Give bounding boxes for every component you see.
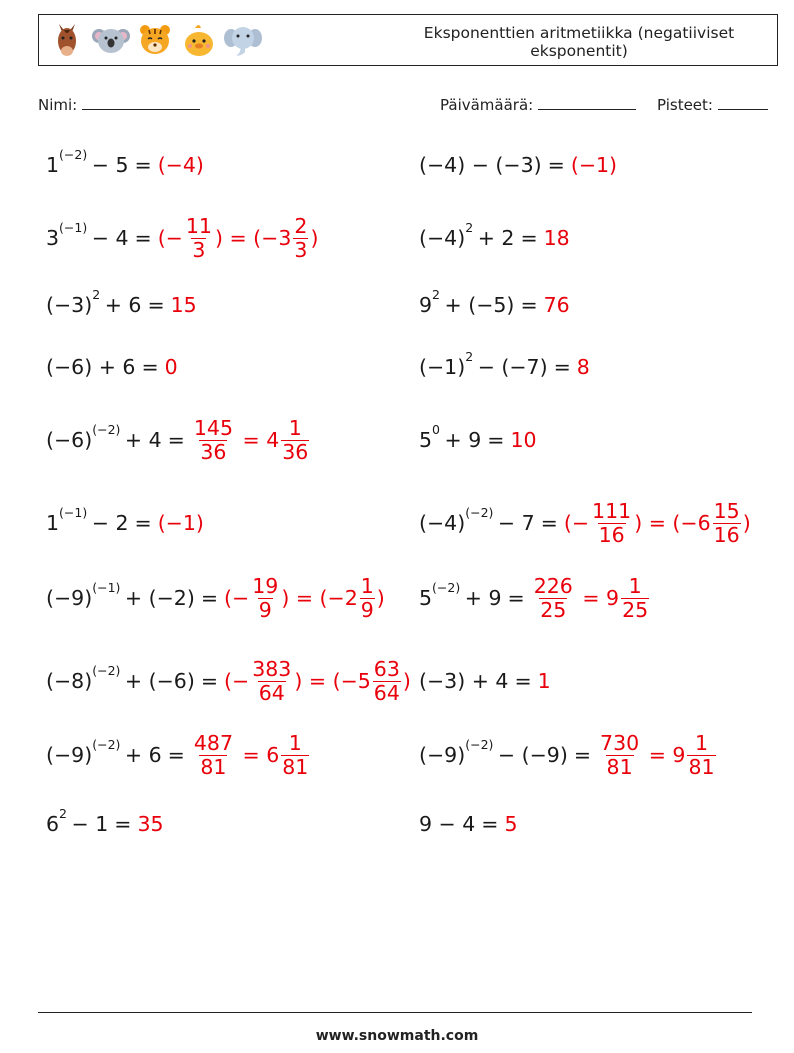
expression-base: (−8) bbox=[46, 669, 93, 693]
problem-9 bbox=[46, 410, 311, 470]
expression-base: (−3) bbox=[46, 293, 93, 317]
date-field[interactable] bbox=[440, 95, 636, 114]
equals-sign: = bbox=[481, 812, 499, 836]
date-blank[interactable] bbox=[538, 95, 636, 110]
answer-text: (−4) bbox=[157, 153, 204, 177]
answer-text: ) bbox=[742, 511, 751, 535]
expression-base: (−6) + 6 bbox=[46, 355, 136, 379]
date-label: Päivämäärä: bbox=[440, 96, 534, 114]
expression-rest: − 1 bbox=[65, 812, 109, 836]
answer bbox=[538, 669, 551, 693]
problem-expression: 5 $^0$ + 9 bbox=[419, 422, 482, 452]
equals-sign: = bbox=[134, 511, 152, 535]
equals-sign: = bbox=[114, 812, 132, 836]
equals-sign: = bbox=[520, 293, 538, 317]
expression-rest: − (−9) bbox=[491, 743, 568, 767]
answer-fraction bbox=[193, 732, 234, 779]
answer bbox=[191, 732, 312, 779]
numerator: 1 bbox=[288, 415, 302, 440]
problem-expression: (−3) $^2$ + 6 bbox=[46, 287, 142, 317]
problem-7 bbox=[46, 337, 178, 397]
answer-fraction bbox=[185, 215, 213, 262]
answer bbox=[224, 575, 385, 622]
equals-sign: = bbox=[540, 511, 558, 535]
answer-fraction bbox=[281, 732, 309, 779]
numerator: 1 bbox=[288, 730, 302, 755]
equals-sign: = bbox=[553, 355, 571, 379]
expression-rest: + 4 bbox=[118, 428, 162, 452]
expression-rest: + (−5) bbox=[438, 293, 515, 317]
problem-8 bbox=[419, 337, 590, 397]
expression-rest: + 9 bbox=[438, 428, 482, 452]
numerator: 2 bbox=[294, 213, 308, 238]
score-field[interactable] bbox=[657, 95, 768, 114]
answer-text: ) bbox=[402, 669, 411, 693]
equals-sign: = bbox=[167, 743, 185, 767]
problem-expression bbox=[419, 669, 508, 693]
expression-base: 6 bbox=[46, 812, 60, 836]
score-blank[interactable] bbox=[718, 95, 768, 110]
answer-text: 0 bbox=[164, 355, 178, 379]
expression-rest: + 6 bbox=[98, 293, 142, 317]
answer bbox=[597, 732, 718, 779]
numerator: 111 bbox=[592, 498, 632, 523]
answer bbox=[158, 153, 204, 177]
expression-base: (−9) bbox=[419, 743, 466, 767]
footer-url: www.snowmath.com bbox=[315, 1028, 479, 1044]
answer-fraction bbox=[360, 575, 375, 622]
answer-text: = 9 bbox=[642, 743, 686, 767]
name-field[interactable] bbox=[38, 95, 200, 114]
numerator: 11 bbox=[185, 213, 212, 238]
numerator: 19 bbox=[252, 573, 279, 598]
expression-base: (−1) bbox=[419, 355, 466, 379]
answer-text: ) bbox=[376, 586, 385, 610]
answer bbox=[544, 293, 570, 317]
denominator: 25 bbox=[622, 597, 649, 622]
expression-rest: + 2 bbox=[471, 226, 515, 250]
problem-expression: 9 $^2$ + (−5) bbox=[419, 287, 515, 317]
expression-rest: + 6 bbox=[118, 743, 162, 767]
equals-sign: = bbox=[507, 586, 525, 610]
numerator: 487 bbox=[193, 730, 233, 755]
expression-base: 1 bbox=[46, 511, 60, 535]
problem-expression: (−9) $^{(-2)}$ − (−9) bbox=[419, 737, 568, 767]
problem-16 bbox=[419, 651, 551, 711]
problem-10 bbox=[419, 410, 537, 470]
numerator: 1 bbox=[694, 730, 708, 755]
equals-sign: = bbox=[134, 153, 152, 177]
expression-rest: − 4 bbox=[85, 226, 129, 250]
answer-fraction bbox=[251, 658, 292, 705]
answer-text: 76 bbox=[543, 293, 570, 317]
worksheet-title: Eksponenttien aritmetiikka (negatiiviset eksponentit) bbox=[423, 24, 735, 60]
equals-sign: = bbox=[487, 428, 505, 452]
expression-rest: − 7 bbox=[491, 511, 535, 535]
answer-fraction bbox=[251, 575, 279, 622]
denominator: 16 bbox=[713, 522, 740, 547]
expression-base: (−9) bbox=[46, 743, 93, 767]
numerator: 145 bbox=[193, 415, 233, 440]
problem-4 bbox=[419, 208, 570, 268]
answer bbox=[571, 153, 617, 177]
answer bbox=[510, 428, 536, 452]
answer-text: 8 bbox=[576, 355, 590, 379]
problem-18 bbox=[419, 725, 718, 785]
answer-fraction bbox=[713, 500, 741, 547]
answer-fraction bbox=[193, 417, 234, 464]
denominator: 81 bbox=[282, 754, 309, 779]
denominator: 9 bbox=[258, 597, 272, 622]
denominator: 36 bbox=[200, 439, 227, 464]
animal-icons bbox=[47, 20, 263, 62]
equals-sign: = bbox=[200, 586, 219, 610]
answer bbox=[165, 355, 178, 379]
answer-text: = 9 bbox=[575, 586, 620, 610]
answer bbox=[504, 812, 517, 836]
answer-text: 5 bbox=[504, 812, 518, 836]
denominator: 81 bbox=[200, 754, 227, 779]
expression-base: (−6) bbox=[46, 428, 93, 452]
problem-5 bbox=[46, 275, 197, 335]
answer-text: (− bbox=[224, 586, 250, 610]
expression-base: (−9) bbox=[46, 586, 93, 610]
answer-fraction bbox=[293, 215, 308, 262]
denominator: 3 bbox=[192, 237, 206, 262]
denominator: 36 bbox=[282, 439, 309, 464]
answer bbox=[158, 215, 319, 262]
horse-icon bbox=[47, 20, 87, 60]
problem-expression: 6 $^2$ − 1 bbox=[46, 806, 109, 836]
expression-rest: − (−7) bbox=[471, 355, 548, 379]
equals-sign: = bbox=[573, 743, 592, 767]
equals-sign: = bbox=[547, 153, 565, 177]
expression-base: (−3) + 4 bbox=[419, 669, 509, 693]
answer bbox=[171, 293, 197, 317]
tiger-icon bbox=[135, 20, 175, 60]
problem-expression bbox=[419, 153, 542, 177]
answer bbox=[158, 511, 204, 535]
numerator: 226 bbox=[533, 573, 573, 598]
answer-text: ) = (−5 bbox=[294, 669, 371, 693]
answer-text: (− bbox=[157, 226, 183, 250]
equals-sign: = bbox=[200, 669, 219, 693]
expression-rest: − 5 bbox=[85, 153, 129, 177]
denominator: 9 bbox=[360, 597, 374, 622]
problem-expression bbox=[419, 812, 475, 836]
expression-base: (−4) bbox=[419, 511, 466, 535]
denominator: 64 bbox=[258, 680, 285, 705]
answer-text: 1 bbox=[537, 669, 551, 693]
expression-base: 9 − 4 bbox=[419, 812, 476, 836]
denominator: 64 bbox=[373, 680, 400, 705]
elephant-icon bbox=[223, 20, 263, 60]
answer bbox=[137, 812, 163, 836]
expression-base: 1 bbox=[46, 153, 60, 177]
expression-base: 5 bbox=[419, 586, 433, 610]
answer bbox=[564, 500, 751, 547]
answer-fraction bbox=[373, 658, 401, 705]
answer-text: 35 bbox=[137, 812, 164, 836]
answer-text: (− bbox=[224, 669, 250, 693]
answer-text: (−1) bbox=[570, 153, 618, 177]
answer-text: ) = (−2 bbox=[281, 586, 358, 610]
equals-sign: = bbox=[147, 293, 165, 317]
denominator: 3 bbox=[294, 237, 308, 262]
problem-12 bbox=[419, 493, 751, 553]
header-box bbox=[38, 14, 778, 66]
equals-sign: = bbox=[141, 355, 159, 379]
problem-20 bbox=[419, 794, 518, 854]
numerator: 15 bbox=[713, 498, 740, 523]
problem-expression: (−1) $^2$ − (−7) bbox=[419, 349, 548, 379]
answer-fraction bbox=[533, 575, 574, 622]
answer-text: ) = (−6 bbox=[634, 511, 711, 535]
answer-fraction bbox=[599, 732, 640, 779]
answer-text: 10 bbox=[510, 428, 537, 452]
name-blank[interactable] bbox=[82, 95, 200, 110]
answer bbox=[531, 575, 652, 622]
denominator: 25 bbox=[540, 597, 567, 622]
answer-text: = 6 bbox=[236, 743, 280, 767]
expression-rest: + (−6) bbox=[118, 669, 195, 693]
chick-icon bbox=[179, 20, 219, 60]
denominator: 16 bbox=[598, 522, 625, 547]
answer bbox=[544, 226, 570, 250]
problem-19 bbox=[46, 794, 164, 854]
denominator: 81 bbox=[606, 754, 633, 779]
answer bbox=[577, 355, 590, 379]
answer-fraction bbox=[687, 732, 715, 779]
numerator: 730 bbox=[600, 730, 640, 755]
expression-base: 3 bbox=[46, 226, 60, 250]
answer-text: 15 bbox=[170, 293, 197, 317]
problem-expression: 5 $^{(-2)}$ + 9 bbox=[419, 580, 502, 610]
problem-expression: 3 $^{(-1)}$ − 4 bbox=[46, 220, 129, 250]
answer-text: ) = (−3 bbox=[214, 226, 292, 250]
equals-sign: = bbox=[514, 669, 532, 693]
answer bbox=[224, 658, 411, 705]
equals-sign: = bbox=[520, 226, 538, 250]
numerator: 1 bbox=[628, 573, 642, 598]
expression-rest: + 9 bbox=[458, 586, 502, 610]
problem-6 bbox=[419, 275, 570, 335]
expression-rest: − 2 bbox=[85, 511, 129, 535]
problem-expression: 1 $^{(-2)}$ − 5 bbox=[46, 147, 129, 177]
expression-base: (−4) − (−3) bbox=[419, 153, 542, 177]
equals-sign: = bbox=[167, 428, 185, 452]
expression-base: 5 bbox=[419, 428, 433, 452]
numerator: 383 bbox=[252, 656, 292, 681]
answer-text: = 4 bbox=[236, 428, 280, 452]
numerator: 1 bbox=[360, 573, 374, 598]
answer-text: 18 bbox=[543, 226, 570, 250]
problem-expression: (−9) $^{(-1)}$ + (−2) bbox=[46, 580, 195, 610]
answer-fraction bbox=[621, 575, 649, 622]
problem-expression: 1 $^{(-1)}$ − 2 bbox=[46, 505, 129, 535]
answer-text: ) bbox=[310, 226, 319, 250]
denominator: 81 bbox=[688, 754, 715, 779]
equals-sign: = bbox=[134, 226, 152, 250]
score-label: Pisteet: bbox=[657, 96, 713, 114]
answer-text: (−1) bbox=[157, 511, 204, 535]
problem-17 bbox=[46, 725, 311, 785]
name-label: Nimi: bbox=[38, 96, 78, 114]
problem-expression: (−6) $^{(-2)}$ + 4 bbox=[46, 422, 162, 452]
problem-15 bbox=[46, 651, 411, 711]
koala-icon bbox=[91, 20, 131, 60]
numerator: 63 bbox=[373, 656, 400, 681]
answer-text: (− bbox=[563, 511, 590, 535]
answer-fraction bbox=[591, 500, 632, 547]
problem-14 bbox=[419, 568, 651, 628]
answer bbox=[191, 417, 312, 464]
problem-1 bbox=[46, 135, 204, 195]
problem-expression bbox=[46, 355, 135, 379]
expression-base: 9 bbox=[419, 293, 433, 317]
problem-3 bbox=[46, 208, 318, 268]
footer-divider bbox=[38, 1012, 752, 1013]
expression-base: (−4) bbox=[419, 226, 466, 250]
problem-11 bbox=[46, 493, 204, 553]
problem-expression: (−4) $^{(-2)}$ − 7 bbox=[419, 505, 535, 535]
problem-2 bbox=[419, 135, 617, 195]
problem-expression: (−8) $^{(-2)}$ + (−6) bbox=[46, 663, 195, 693]
answer-fraction bbox=[281, 417, 309, 464]
expression-rest: + (−2) bbox=[118, 586, 195, 610]
problem-expression: (−4) $^2$ + 2 bbox=[419, 220, 515, 250]
problem-13 bbox=[46, 568, 385, 628]
problem-expression: (−9) $^{(-2)}$ + 6 bbox=[46, 737, 162, 767]
